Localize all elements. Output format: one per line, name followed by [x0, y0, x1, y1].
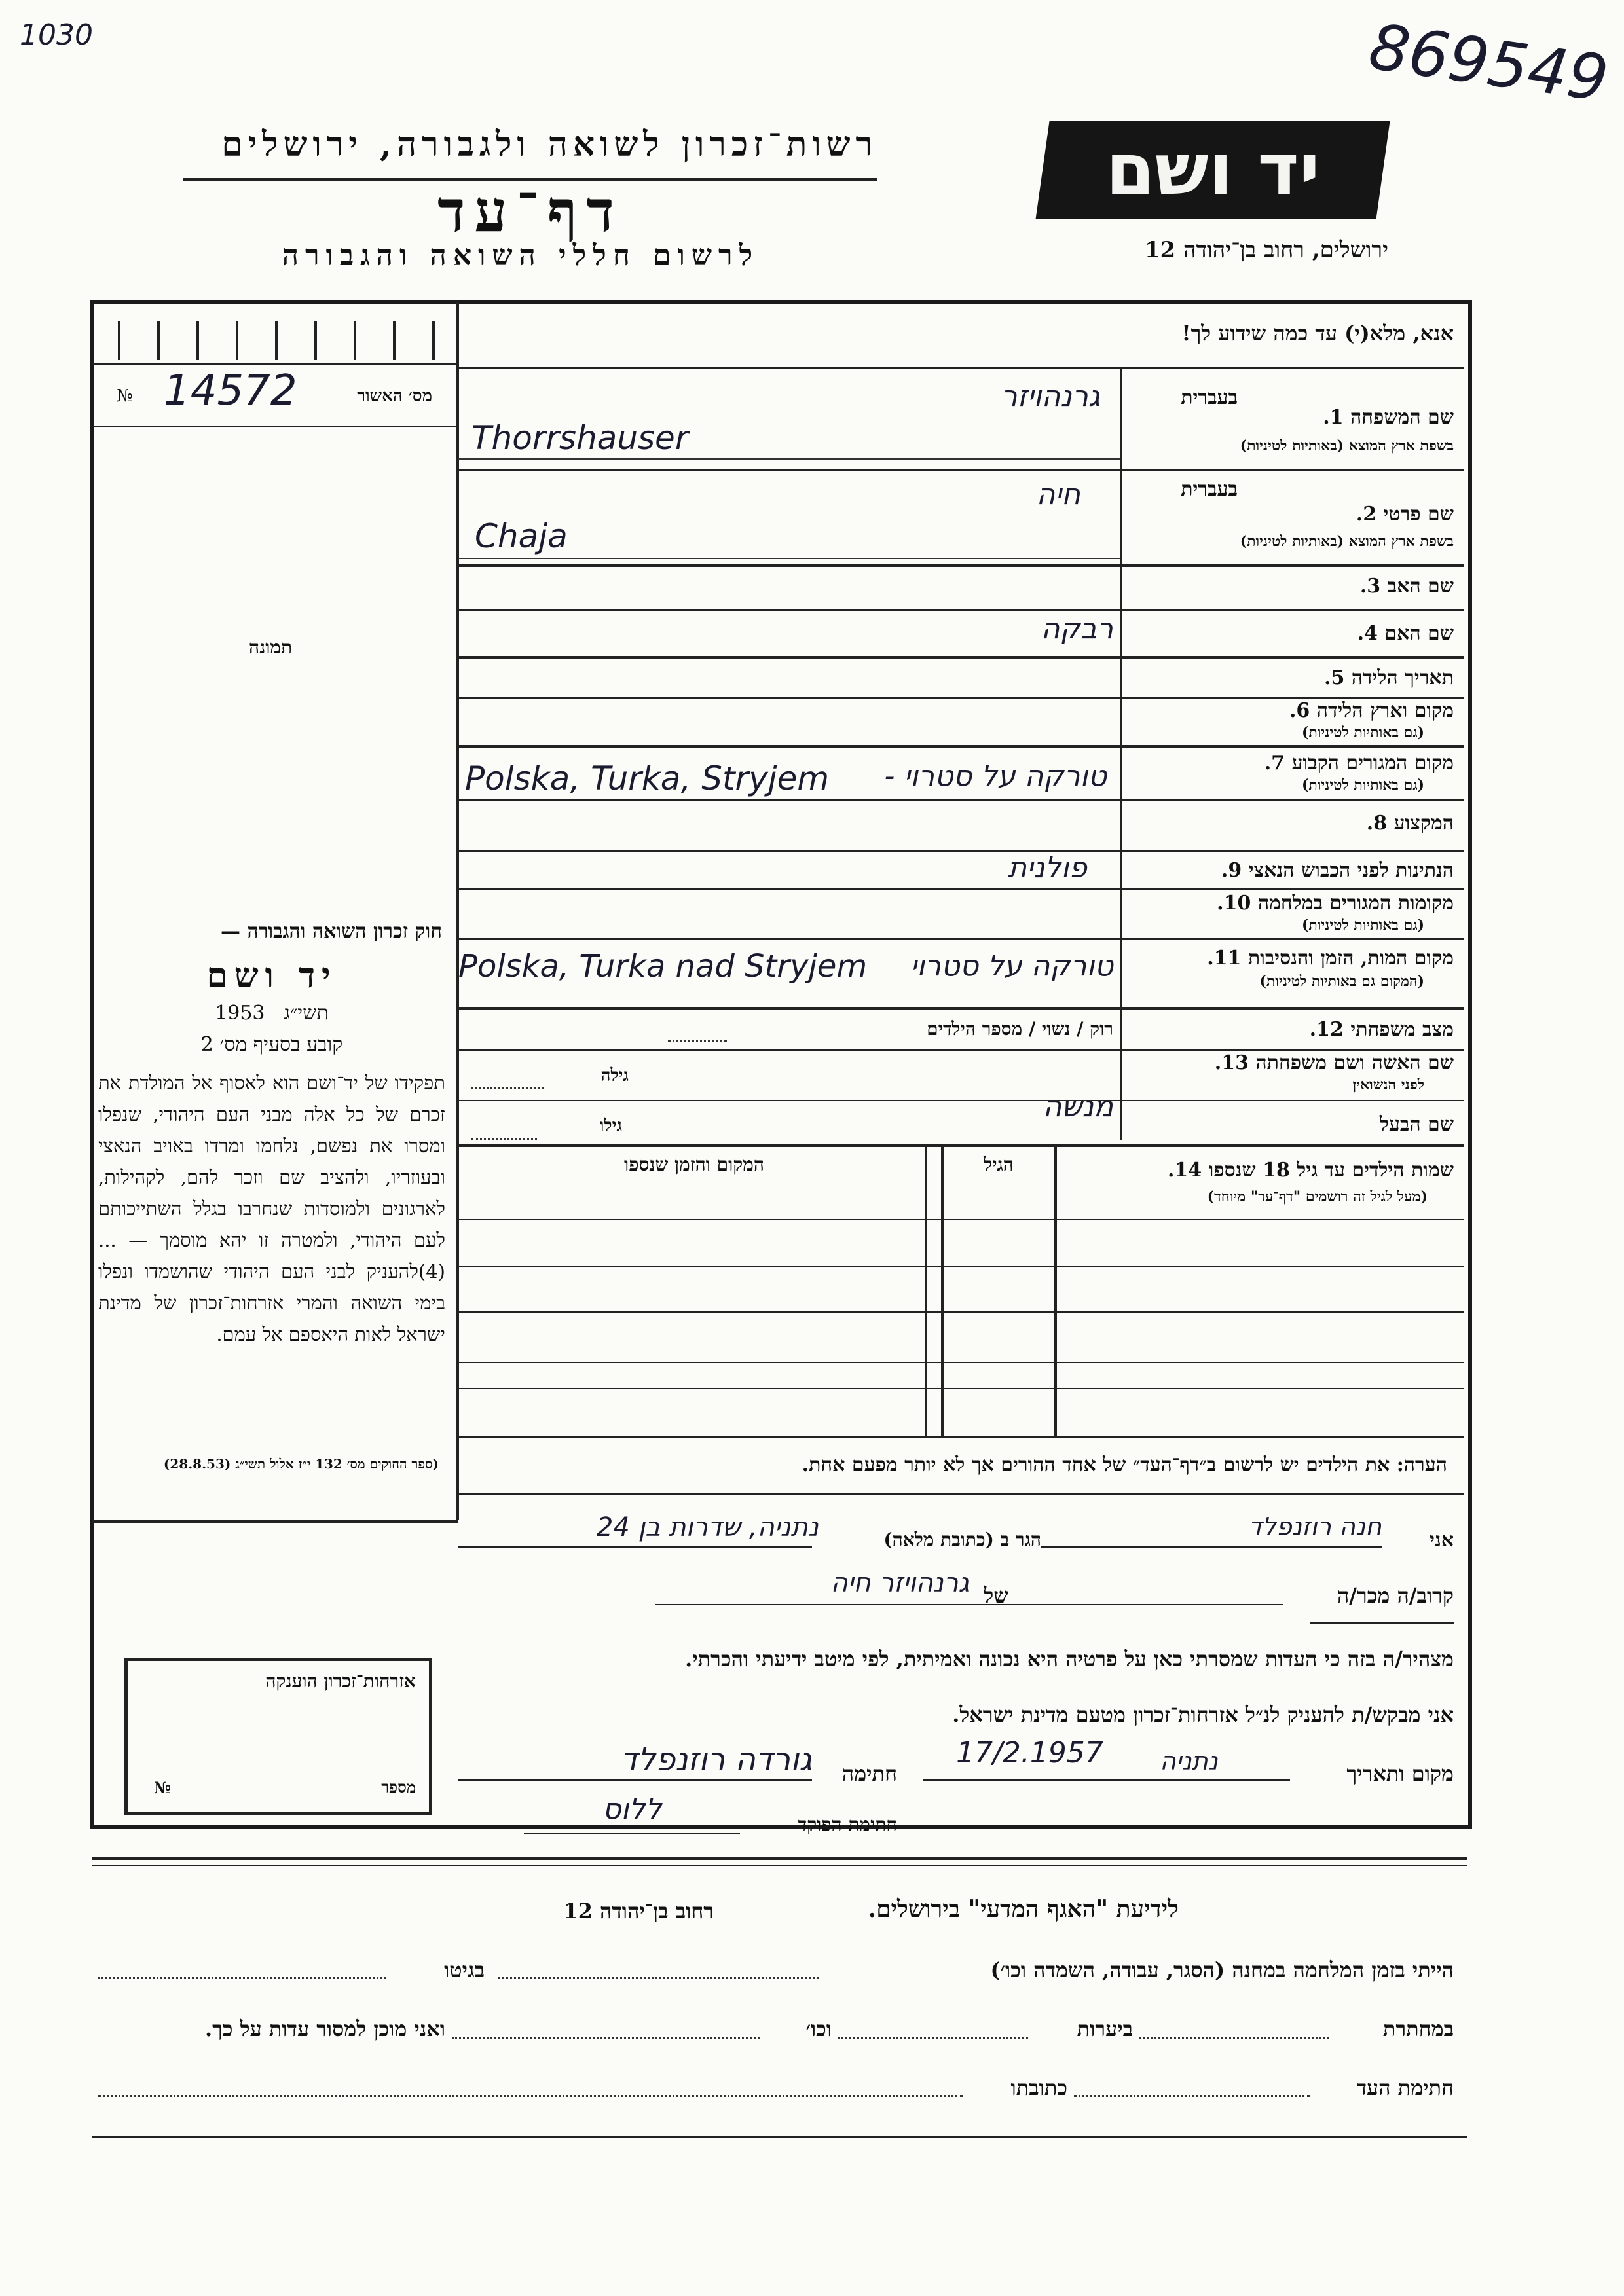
official-signature-value: ללוס: [602, 1793, 662, 1826]
relative-of-value: גרנהויזר חיה: [830, 1568, 969, 1598]
declarant-ani: אני: [1430, 1529, 1454, 1552]
sub-family-name: בשפת ארץ המוצא (באותיות לטיניות): [1240, 437, 1454, 454]
mother-name-value: רבקה: [1041, 612, 1113, 646]
family-name-hebrew: גרנהויזר: [1001, 380, 1100, 413]
place-value: נתניה: [1160, 1747, 1218, 1776]
official-signature-label: חתימת הפוקד: [798, 1813, 897, 1835]
sub-birth-place: (גם באותיות לטיניות): [1301, 724, 1424, 741]
footer-forests-label: ביערות: [1077, 2016, 1133, 2041]
request: אני מבקש/ת להעניק לנ״ל אזרחות־זכרון מטעם מדינת ישראל.: [952, 1702, 1454, 1727]
declaration: מצהיר/ה בזה כי העדות שמסרתי כאן על פרטיה היא נכונה ואמיתית, לפי מיטב ידיעתי והכרתי.: [685, 1647, 1454, 1671]
label-residence: מקום המגורים הקבוע 7.: [1264, 752, 1454, 774]
label-father-name: שם האב 3.: [1359, 575, 1454, 598]
marital-status-options: רוק / נשוי / מספר הילדים: [927, 1018, 1113, 1040]
footer-witness-signature-label: חתימת העד: [1356, 2075, 1454, 2100]
label-mother-name: שם האם 4.: [1357, 622, 1454, 645]
first-name-hebrew: חיה: [1036, 478, 1080, 511]
header-address: ירושלים, רחוב בן־יהודה 12: [1144, 237, 1388, 263]
label-profession: המקצוע 8.: [1366, 812, 1454, 835]
place-date-label: מקום ותאריך: [1346, 1761, 1454, 1786]
yad-vashem-logo: יד ושם: [1035, 121, 1390, 219]
husband-name-value: מנשה: [1043, 1090, 1113, 1123]
hebrew-tag-2: בעברית: [1181, 478, 1238, 501]
label-first-name: שם פרטי 2.: [1356, 503, 1454, 526]
relative-label: קרוב/ה מכר/ה: [1337, 1583, 1454, 1608]
law-footnote: (ספר החוקים מס׳ 132 י״ז אלול תשי״ג (28.8.53): [163, 1456, 439, 1472]
death-place-hebrew: טורקה על סטרוי: [910, 949, 1113, 983]
sub-first-name: בשפת ארץ המוצא (באותיות לטיניות): [1240, 533, 1454, 550]
approval-ticks: [105, 321, 445, 360]
footer-camp-label: הייתי בזמן המלחמה במחנה (הסגר, עבודה, השמדה וכו׳): [990, 1958, 1454, 1982]
label-husband-name: שם הבעל: [1379, 1113, 1454, 1136]
citizenship-stamp-box: אזרחות־זכרון הוענקה № מספר: [124, 1658, 432, 1815]
document-number: 869549: [1364, 10, 1613, 116]
wife-age-label: גילה: [600, 1066, 629, 1085]
label-nationality: הנתינות לפני הכבוש הנאצי 9.: [1221, 859, 1454, 882]
signature-value: גורדה רוזנפלד: [620, 1741, 812, 1778]
signature-label: חתימה: [841, 1761, 897, 1786]
label-birth-place: מקום וארץ הלידה 6.: [1289, 699, 1454, 722]
children-sub: (מעל לגיל זה רושמים "דף־עד" מיוחד): [1207, 1188, 1428, 1205]
declarant-address: נתניה, שדרות בן 24: [596, 1512, 819, 1542]
sub-residence: (גם באותיות לטיניות): [1301, 776, 1424, 793]
residence-hebrew: טורקה על סטרוי -: [884, 759, 1107, 793]
label-death-place: מקום המות, הזמן והנסיבות 11.: [1207, 947, 1454, 970]
label-family-name: שם המשפחה 1.: [1323, 406, 1454, 429]
declarant-name: חנה רוזנפלד: [1248, 1512, 1382, 1541]
of-label: של: [984, 1583, 1008, 1608]
children-label: שמות הילדים עד גיל 18 שנספו 14.: [1167, 1159, 1454, 1182]
form-title: דף־עד: [437, 177, 623, 245]
sub-wife-name: לפני הנשואין: [1352, 1076, 1424, 1093]
law-title: חוק זכרון השואה והגבורה —: [221, 920, 442, 943]
children-age-header: הגיל: [984, 1154, 1014, 1175]
photo-label: תמונה: [249, 636, 293, 658]
footer-address: רחוב בן־יהודה 12: [563, 1899, 714, 1923]
law-body: תפקידו של יד־ושם הוא לאסוף אל המולדת את זכרם של כל אלה מבני העם היהודי, שנפלו ומסרו את נפשם, נלחמו ומרדו באויב הנאצי ובעוזריו, ולהציב שם וזכר להם, לקהילות, לארגונים ולמוסדות שנחרבו בגלל השתייכותם לעם היהודי, ולמטרה זו יהא מוסמך — ...(4)להעניק לבני העם היהודי שהושמדו ונפלו בימי השואה והמרי אזרחות־זכרון של מדינת ישראל לאות היאספם אל עמם.: [98, 1072, 445, 1345]
family-name-latin: Thorrshauser: [471, 419, 689, 457]
nationality-value: פולנית: [1008, 851, 1087, 884]
footer-address-label: כתובתו: [1010, 2075, 1067, 2100]
husband-age-label: גילו: [599, 1116, 622, 1136]
footer-heading: לידיעת "האגף המדעי" בירושלים.: [868, 1895, 1179, 1923]
hebrew-tag-1: בעברית: [1181, 386, 1238, 409]
label-wife-name: שם האשה ושם משפחתה 13.: [1214, 1051, 1454, 1074]
approval-label: מס׳ האשור: [357, 386, 432, 406]
resides-label: הגר ב (כתובת מלאה): [883, 1529, 1041, 1550]
death-place-latin: Polska, Turka nad Stryjem: [458, 948, 868, 985]
first-name-latin: Chaja: [475, 517, 568, 555]
label-war-residence: מקומות המגורים במלחמה 10.: [1217, 892, 1454, 915]
law-section: קובע בסעיף מס׳ 2: [200, 1033, 343, 1056]
approval-number: 14572: [164, 367, 297, 415]
sub-war-residence: (גם באותיות לטיניות): [1301, 917, 1424, 934]
label-marital-status: מצב משפחתי 12.: [1309, 1018, 1454, 1041]
footer-etc-label: וכו׳: [805, 2016, 832, 2041]
footer-ghetto-label: בגיטו: [444, 1958, 485, 1982]
children-place-header: המקום והזמן שנספו: [624, 1154, 764, 1175]
sub-death-place: (המקום גם באותיות לטיניות): [1259, 973, 1424, 990]
authority-name: רשות־זכרון לשואה ולגבורה, ירושלים: [221, 124, 877, 164]
label-birth-date: תאריך הלידה 5.: [1324, 666, 1454, 689]
law-name: יד ושם: [206, 956, 337, 996]
footer-testimony-label: ואני מוכן למסור עדות על כך.: [204, 2016, 445, 2041]
instruction: אנא, מלא(י) עד כמה שידוע לך!: [1181, 321, 1454, 346]
footer-underground-label: במחתרת: [1382, 2016, 1454, 2041]
residence-latin: Polska, Turka, Stryjem: [465, 759, 830, 797]
date-value: 17/2.1957: [956, 1736, 1103, 1770]
note: הערה: את הילדים יש לרשום ב״דף־העד״ של אחד ההורים אך לא יותר מפעם אחת.: [802, 1453, 1447, 1476]
law-year: תשי״ג 1953: [215, 1002, 329, 1025]
archive-number: 1030: [20, 18, 93, 52]
approval-no-symbol: №: [117, 386, 133, 406]
form-subtitle: לרשום חללי השואה והגבורה: [282, 239, 760, 272]
